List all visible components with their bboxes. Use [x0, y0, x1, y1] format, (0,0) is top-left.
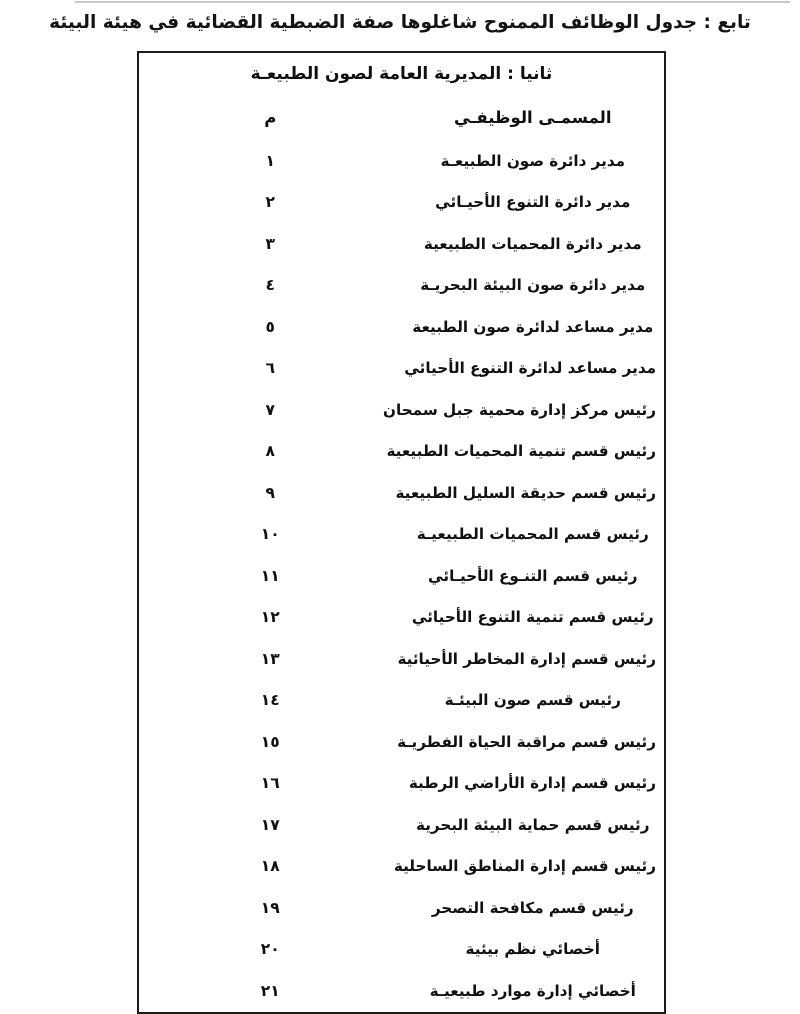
row-number-cell: ١٢	[260, 608, 280, 627]
table-row	[138, 348, 665, 390]
jobs-table-container	[137, 51, 666, 1014]
job-title-cell: مدير مساعد لدائرة صون الطبيعة	[412, 317, 654, 336]
jobs-table-body	[138, 140, 665, 1013]
row-number-cell: ١٥	[260, 732, 280, 751]
jobs-table	[137, 51, 666, 1014]
column-header-row	[138, 94, 665, 140]
page-top-edge-rule	[75, 1, 790, 3]
table-row	[138, 306, 665, 348]
row-number-cell: ٤	[265, 276, 275, 295]
table-row	[138, 970, 665, 1013]
column-header-job-title: المسمـى الوظيفـي	[453, 107, 612, 127]
table-row	[138, 804, 665, 846]
table-row	[138, 140, 665, 182]
job-title-cell: رئيس قسم إدارة المناطق الساحلية	[393, 857, 656, 876]
job-title-cell: رئيس قسم مراقبة الحياة الفطريـة	[397, 732, 656, 751]
row-number-cell: ١٩	[260, 898, 280, 917]
table-row	[138, 389, 665, 431]
jobs-table-header	[138, 52, 665, 140]
table-row	[138, 721, 665, 763]
row-number-cell: ١	[265, 151, 275, 170]
table-row	[138, 555, 665, 597]
job-title-cell: رئيس قسم التنـوع الأحيـائي	[428, 566, 638, 585]
page-title: تابع : جدول الوظائف الممنوح شاغلوها صفة الضبطية القضائية في هيئة البيئة	[49, 12, 751, 33]
row-number-cell: ٨	[265, 442, 275, 461]
row-number-cell: ٦	[265, 359, 275, 378]
table-row	[138, 597, 665, 639]
row-number-cell: ٧	[265, 400, 275, 419]
job-title-cell: مدير دائرة صون الطبيعـة	[440, 151, 626, 170]
row-number-cell: ١٦	[260, 774, 280, 793]
column-header-number: م	[264, 107, 277, 127]
job-title-cell: مدير دائرة صون البيئة البحريـة	[420, 276, 646, 295]
section-header-row	[138, 52, 665, 94]
row-number-cell: ١٣	[260, 649, 280, 668]
job-title-cell: رئيس قسم حماية البيئة البحرية	[416, 815, 650, 834]
table-row	[138, 846, 665, 888]
job-title-cell: مدير دائرة المحميات الطبيعية	[423, 234, 642, 253]
job-title-cell: رئيس قسم تنمية المحميات الطبيعية	[386, 442, 656, 461]
row-number-cell: ١٧	[260, 815, 280, 834]
job-title-cell: مدير مساعد لدائرة التنوع الأحيائي	[404, 359, 656, 378]
section-header-cell: ثانيا : المديرية العامة لصون الطبيعـة	[250, 63, 553, 84]
job-title-cell: رئيس قسم مكافحة التصحر	[431, 898, 634, 917]
row-number-cell: ١٠	[260, 525, 280, 544]
row-number-cell: ١٤	[260, 691, 280, 710]
job-title-cell: رئيس قسم صون البيئـة	[444, 691, 621, 710]
row-number-cell: ٣	[265, 234, 275, 253]
row-number-cell: ١١	[260, 566, 280, 585]
job-title-cell: رئيس قسم حديقة السليل الطبيعية	[395, 483, 656, 502]
table-row	[138, 887, 665, 929]
table-row	[138, 472, 665, 514]
table-row	[138, 431, 665, 473]
row-number-cell: ٢	[265, 193, 275, 212]
row-number-cell: ٩	[265, 483, 275, 502]
table-row	[138, 929, 665, 971]
job-title-cell: رئيس مركز إدارة محمية جبل سمحان	[383, 400, 656, 419]
row-number-cell: ٢١	[260, 981, 280, 1000]
job-title-cell: رئيس قسم إدارة المخاطر الأحيائية	[397, 649, 656, 668]
table-row	[138, 763, 665, 805]
table-row	[138, 680, 665, 722]
job-title-cell: رئيس قسم تنمية التنوع الأحيائي	[411, 608, 654, 627]
job-title-cell: أخصائي إدارة موارد طبيعيـة	[429, 981, 636, 1000]
job-title-cell: رئيس قسم إدارة الأراضي الرطبة	[408, 774, 656, 793]
row-number-cell: ٥	[265, 317, 275, 336]
row-number-cell: ١٨	[260, 857, 280, 876]
table-row	[138, 514, 665, 556]
job-title-cell: رئيس قسم المحميات الطبيعيـة	[416, 525, 649, 544]
row-number-cell: ٢٠	[260, 940, 280, 959]
table-row	[138, 638, 665, 680]
job-title-cell: أخصائي نظم بيئية	[465, 940, 600, 959]
table-row	[138, 182, 665, 224]
job-title-cell: مدير دائرة التنوع الأحيـائي	[435, 193, 631, 212]
table-row	[138, 265, 665, 307]
table-row	[138, 223, 665, 265]
